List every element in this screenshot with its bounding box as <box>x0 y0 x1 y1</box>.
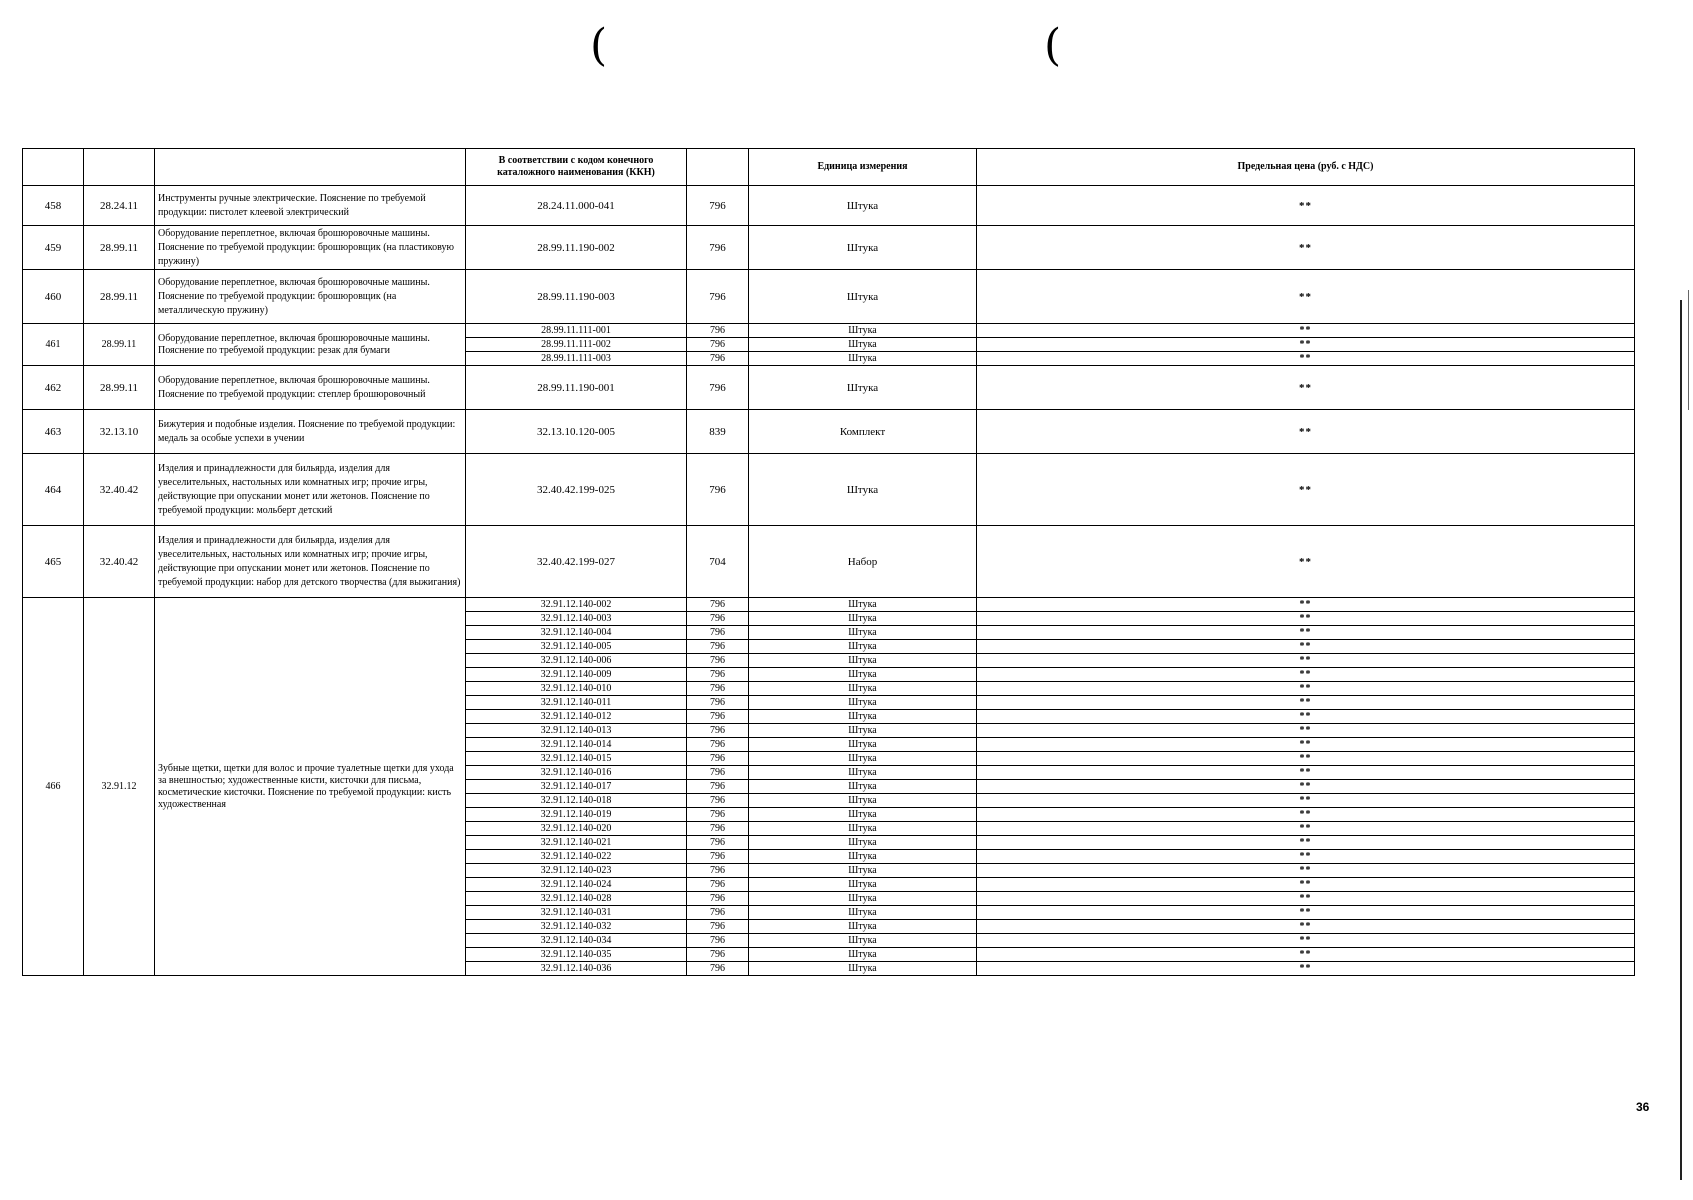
page-number: 36 <box>1636 1100 1650 1114</box>
ktru-code: 32.91.12.140-034 <box>466 934 687 948</box>
scan-edge-line <box>1680 300 1682 1180</box>
unit-name: Штука <box>749 366 977 410</box>
unit-name: Штука <box>749 920 977 934</box>
unit-name: Штука <box>749 612 977 626</box>
item-description: Оборудование переплетное, включая брошюровочные машины. Пояснение по требуемой продукции: резак для бумаги <box>155 324 466 366</box>
ktru-code: 32.91.12.140-019 <box>466 808 687 822</box>
item-description: Оборудование переплетное, включая брошюровочные машины. Пояснение по требуемой продукции: степлер брошюровочный <box>155 366 466 410</box>
table-row <box>23 598 1635 612</box>
unit-name: Штука <box>749 794 977 808</box>
unit-name: Штука <box>749 352 977 366</box>
unit-name: Штука <box>749 598 977 612</box>
header-okei <box>687 149 749 186</box>
unit-name: Штука <box>749 668 977 682</box>
unit-name: Штука <box>749 864 977 878</box>
max-price: ** <box>977 850 1635 864</box>
table-row <box>23 526 1635 598</box>
ktru-code: 28.99.11.111-002 <box>466 338 687 352</box>
row-number: 465 <box>23 526 84 598</box>
header-okpd2 <box>84 149 155 186</box>
max-price: ** <box>977 324 1635 338</box>
max-price: ** <box>977 352 1635 366</box>
okpd2-code: 28.99.11 <box>84 324 155 366</box>
max-price: ** <box>977 410 1635 454</box>
unit-name: Штука <box>749 738 977 752</box>
max-price: ** <box>977 892 1635 906</box>
okei-code: 796 <box>687 352 749 366</box>
okei-code: 796 <box>687 780 749 794</box>
max-price: ** <box>977 710 1635 724</box>
ktru-code: 32.91.12.140-004 <box>466 626 687 640</box>
okei-code: 796 <box>687 920 749 934</box>
row-number: 463 <box>23 410 84 454</box>
ktru-code: 32.40.42.199-025 <box>466 454 687 526</box>
table-row <box>23 324 1635 338</box>
header-ktru-code: В соответствии с кодом конечного каталожного наименования (ККН) <box>466 149 687 186</box>
okei-code: 796 <box>687 626 749 640</box>
max-price: ** <box>977 948 1635 962</box>
max-price: ** <box>977 934 1635 948</box>
table-row <box>23 270 1635 324</box>
okei-code: 796 <box>687 892 749 906</box>
okpd2-code: 28.99.11 <box>84 270 155 324</box>
okei-code: 796 <box>687 738 749 752</box>
header-price: Предельная цена (руб. с НДС) <box>977 149 1635 186</box>
ktru-code: 28.24.11.000-041 <box>466 186 687 226</box>
item-description: Зубные щетки, щетки для волос и прочие туалетные щетки для ухода за внешностью; художественные кисти, кисточки для письма, косметические кисточки. Пояснение по требуемой продукции: кисть художественная <box>155 598 466 976</box>
okpd2-code: 32.91.12 <box>84 598 155 976</box>
table-header <box>23 149 1635 186</box>
max-price: ** <box>977 270 1635 324</box>
unit-name: Штука <box>749 878 977 892</box>
max-price: ** <box>977 526 1635 598</box>
okei-code: 796 <box>687 270 749 324</box>
max-price: ** <box>977 878 1635 892</box>
okei-code: 796 <box>687 836 749 850</box>
unit-name: Штука <box>749 696 977 710</box>
ktru-code: 32.91.12.140-011 <box>466 696 687 710</box>
ktru-code: 32.91.12.140-028 <box>466 892 687 906</box>
ktru-code: 32.91.12.140-016 <box>466 766 687 780</box>
ktru-code: 32.91.12.140-002 <box>466 598 687 612</box>
ktru-code: 32.91.12.140-015 <box>466 752 687 766</box>
max-price: ** <box>977 738 1635 752</box>
okei-code: 796 <box>687 948 749 962</box>
max-price: ** <box>977 920 1635 934</box>
unit-name: Штука <box>749 626 977 640</box>
ktru-code: 32.91.12.140-036 <box>466 962 687 976</box>
unit-name: Штука <box>749 654 977 668</box>
table-row <box>23 454 1635 526</box>
okei-code: 796 <box>687 226 749 270</box>
okpd2-code: 28.24.11 <box>84 186 155 226</box>
ktru-code: 32.91.12.140-013 <box>466 724 687 738</box>
max-price: ** <box>977 906 1635 920</box>
unit-name: Штука <box>749 836 977 850</box>
ktru-code: 32.91.12.140-005 <box>466 640 687 654</box>
unit-name: Штука <box>749 948 977 962</box>
okei-code: 839 <box>687 410 749 454</box>
okei-code: 796 <box>687 766 749 780</box>
max-price: ** <box>977 962 1635 976</box>
table-row <box>23 186 1635 226</box>
ktru-code: 32.91.12.140-003 <box>466 612 687 626</box>
header-unit: Единица измерения <box>749 149 977 186</box>
okei-code: 796 <box>687 612 749 626</box>
unit-name: Комплект <box>749 410 977 454</box>
max-price: ** <box>977 752 1635 766</box>
header-row <box>23 149 1635 186</box>
okei-code: 796 <box>687 724 749 738</box>
scan-edge-line-secondary <box>1688 290 1689 410</box>
max-price: ** <box>977 864 1635 878</box>
row-number: 460 <box>23 270 84 324</box>
okpd2-code: 32.13.10 <box>84 410 155 454</box>
okei-code: 704 <box>687 526 749 598</box>
item-description: Изделия и принадлежности для бильярда, изделия для увеселительных, настольных или комнатных игр; прочие игры, действующие при опускании монет или жетонов. Пояснение по требуемой продукции: мольберт детский <box>155 454 466 526</box>
okei-code: 796 <box>687 654 749 668</box>
unit-name: Штука <box>749 270 977 324</box>
unit-name: Штука <box>749 338 977 352</box>
unit-name: Штука <box>749 324 977 338</box>
ktru-code: 32.91.12.140-018 <box>466 794 687 808</box>
okei-code: 796 <box>687 324 749 338</box>
unit-name: Набор <box>749 526 977 598</box>
ktru-code: 32.91.12.140-021 <box>466 836 687 850</box>
okei-code: 796 <box>687 934 749 948</box>
ktru-code: 32.91.12.140-017 <box>466 780 687 794</box>
okei-code: 796 <box>687 710 749 724</box>
unit-name: Штука <box>749 226 977 270</box>
scan-mark-right: ( <box>1044 20 1062 71</box>
okei-code: 796 <box>687 906 749 920</box>
okei-code: 796 <box>687 878 749 892</box>
ktru-code: 32.91.12.140-012 <box>466 710 687 724</box>
row-number: 464 <box>23 454 84 526</box>
max-price: ** <box>977 724 1635 738</box>
okei-code: 796 <box>687 752 749 766</box>
okpd2-code: 32.40.42 <box>84 526 155 598</box>
okei-code: 796 <box>687 850 749 864</box>
okei-code: 796 <box>687 808 749 822</box>
max-price: ** <box>977 366 1635 410</box>
max-price: ** <box>977 682 1635 696</box>
ktru-code: 32.40.42.199-027 <box>466 526 687 598</box>
max-price: ** <box>977 808 1635 822</box>
ktru-code: 28.99.11.190-001 <box>466 366 687 410</box>
max-price: ** <box>977 640 1635 654</box>
unit-name: Штука <box>749 934 977 948</box>
max-price: ** <box>977 226 1635 270</box>
ktru-code: 32.91.12.140-032 <box>466 920 687 934</box>
unit-name: Штука <box>749 892 977 906</box>
okei-code: 796 <box>687 696 749 710</box>
unit-name: Штука <box>749 682 977 696</box>
max-price: ** <box>977 598 1635 612</box>
ktru-code: 32.91.12.140-014 <box>466 738 687 752</box>
scan-mark-left: ( <box>590 20 608 71</box>
unit-name: Штука <box>749 724 977 738</box>
row-number: 462 <box>23 366 84 410</box>
unit-name: Штука <box>749 710 977 724</box>
max-price: ** <box>977 668 1635 682</box>
item-description: Инструменты ручные электрические. Пояснение по требуемой продукции: пистолет клеевой электрический <box>155 186 466 226</box>
unit-name: Штука <box>749 906 977 920</box>
ktru-code: 32.91.12.140-024 <box>466 878 687 892</box>
row-number: 461 <box>23 324 84 366</box>
max-price: ** <box>977 654 1635 668</box>
ktru-code: 28.99.11.190-002 <box>466 226 687 270</box>
item-description: Оборудование переплетное, включая брошюровочные машины. Пояснение по требуемой продукции: брошюровщик (на металлическую пружину) <box>155 270 466 324</box>
ktru-code: 32.91.12.140-006 <box>466 654 687 668</box>
ktru-code: 32.91.12.140-031 <box>466 906 687 920</box>
okpd2-code: 28.99.11 <box>84 226 155 270</box>
ktru-code: 32.91.12.140-010 <box>466 682 687 696</box>
ktru-code: 32.91.12.140-009 <box>466 668 687 682</box>
max-price: ** <box>977 454 1635 526</box>
okpd2-code: 32.40.42 <box>84 454 155 526</box>
ktru-code: 28.99.11.190-003 <box>466 270 687 324</box>
max-price: ** <box>977 836 1635 850</box>
okei-code: 796 <box>687 794 749 808</box>
max-price: ** <box>977 794 1635 808</box>
okei-code: 796 <box>687 864 749 878</box>
row-number: 459 <box>23 226 84 270</box>
unit-name: Штука <box>749 808 977 822</box>
max-price: ** <box>977 186 1635 226</box>
okei-code: 796 <box>687 668 749 682</box>
okpd2-code: 28.99.11 <box>84 366 155 410</box>
okei-code: 796 <box>687 454 749 526</box>
okei-code: 796 <box>687 598 749 612</box>
okei-code: 796 <box>687 338 749 352</box>
unit-name: Штука <box>749 766 977 780</box>
max-price: ** <box>977 822 1635 836</box>
okei-code: 796 <box>687 682 749 696</box>
ktru-code: 32.91.12.140-023 <box>466 864 687 878</box>
okei-code: 796 <box>687 186 749 226</box>
max-price: ** <box>977 626 1635 640</box>
header-description <box>155 149 466 186</box>
unit-name: Штука <box>749 186 977 226</box>
unit-name: Штука <box>749 752 977 766</box>
ktru-code: 32.91.12.140-022 <box>466 850 687 864</box>
unit-name: Штука <box>749 850 977 864</box>
okei-code: 796 <box>687 822 749 836</box>
table-row <box>23 410 1635 454</box>
unit-name: Штука <box>749 822 977 836</box>
okei-code: 796 <box>687 366 749 410</box>
ktru-code: 32.13.10.120-005 <box>466 410 687 454</box>
max-price: ** <box>977 338 1635 352</box>
row-number: 466 <box>23 598 84 976</box>
max-price: ** <box>977 766 1635 780</box>
unit-name: Штука <box>749 780 977 794</box>
row-number: 458 <box>23 186 84 226</box>
item-description: Оборудование переплетное, включая брошюровочные машины. Пояснение по требуемой продукции: брошюровщик (на пластиковую пружину) <box>155 226 466 270</box>
okei-code: 796 <box>687 962 749 976</box>
ktru-code: 32.91.12.140-035 <box>466 948 687 962</box>
ktru-code: 28.99.11.111-003 <box>466 352 687 366</box>
ktru-code: 32.91.12.140-020 <box>466 822 687 836</box>
unit-name: Штука <box>749 640 977 654</box>
unit-name: Штука <box>749 454 977 526</box>
ktru-code: 28.99.11.111-001 <box>466 324 687 338</box>
max-price: ** <box>977 696 1635 710</box>
procurement-price-table <box>22 148 1635 976</box>
item-description: Бижутерия и подобные изделия. Пояснение по требуемой продукции: медаль за особые успехи в учении <box>155 410 466 454</box>
unit-name: Штука <box>749 962 977 976</box>
header-number <box>23 149 84 186</box>
item-description: Изделия и принадлежности для бильярда, изделия для увеселительных, настольных или комнатных игр; прочие игры, действующие при опускании монет или жетонов. Пояснение по требуемой продукции: набор для детского творчества (для выжигания) <box>155 526 466 598</box>
max-price: ** <box>977 780 1635 794</box>
max-price: ** <box>977 612 1635 626</box>
table-row <box>23 226 1635 270</box>
table-row <box>23 366 1635 410</box>
okei-code: 796 <box>687 640 749 654</box>
table-body <box>23 186 1635 976</box>
